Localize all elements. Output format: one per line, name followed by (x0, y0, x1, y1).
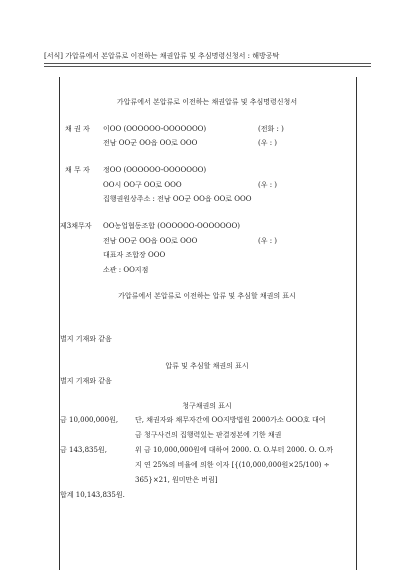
transfer-heading: 가압류에서 본압류로 이전하는 압류 및 추심할 채권의 표시 (118, 292, 296, 300)
header-rule-bottom (44, 66, 371, 67)
third-party-representative: 대표자 조합장 OOO (103, 251, 166, 259)
claim-total: 합계 10,143,835원. (60, 491, 125, 499)
third-party-postal: (우 : ) (258, 237, 278, 245)
claim-detail-line: 365}×21, 원미만은 버림] (135, 476, 218, 484)
claim-detail-line: 금 청구사건의 집행력있는 판결정본에 기한 채권 (135, 431, 282, 439)
seize-heading: 압류 및 추심할 채권의 표시 (165, 362, 249, 370)
third-party-name-id: OO농업협동조합 (OOOOOO-OOOOOOO) (103, 222, 240, 230)
third-party-jurisdiction: 소관 : OO지점 (103, 266, 149, 274)
creditor-phone: (전화 : ) (258, 125, 284, 133)
creditor-name-id: 이OO (OOOOOO-OOOOOOO) (103, 125, 207, 133)
separate-note-2: 별지 기재와 같음 (60, 377, 112, 385)
document-title: 가압류에서 본압류로 이전하는 채권압류 및 추심명령신청서 (116, 98, 298, 106)
debtor-postal: (우 : ) (258, 181, 278, 189)
creditor-role-label: 채 권 자 (65, 125, 90, 133)
claim-amount: 금 143,835원, (60, 446, 107, 454)
claim-amount: 금 10,000,000원, (60, 416, 119, 424)
form-header-title: [서식] 가압류에서 본압류로 이전하는 채권압류 및 추심명령신청서 : 해방공탁 (44, 52, 280, 60)
debtor-enforcement-address: 집행권원상주소 : 전남 OO군 OO읍 OO로 OOO (103, 195, 252, 203)
separate-note-1: 별지 기재와 같음 (60, 335, 112, 343)
claim-heading: 청구채권의 표시 (182, 402, 232, 410)
claim-detail-line: 위 금 10,000,000원에 대하여 2000. O. O.부터 2000. O. O.까 (135, 446, 334, 454)
debtor-name-id: 정OO (OOOOOO-OOOOOOO) (103, 166, 207, 174)
debtor-role-label: 채 무 자 (65, 166, 90, 174)
claim-detail-line: 단, 채권자와 채무자간에 OO지방법원 2000가소 OOO호 대여 (135, 416, 326, 424)
claim-detail-line: 지 연 25%의 비율에 의한 이자 [{(10,000,000원×25/100) ÷ (135, 461, 330, 469)
creditor-postal: (우 : ) (258, 139, 278, 147)
third-party-address: 전남 OO군 OO읍 OO로 OOO (103, 237, 198, 245)
third-party-role-label: 제3채무자 (60, 222, 92, 230)
creditor-address: 전남 OO군 OO읍 OO로 OOO (103, 139, 198, 147)
debtor-address: OO시 OO구 OO로 OOO (103, 181, 182, 189)
header-rule-top (44, 63, 371, 64)
